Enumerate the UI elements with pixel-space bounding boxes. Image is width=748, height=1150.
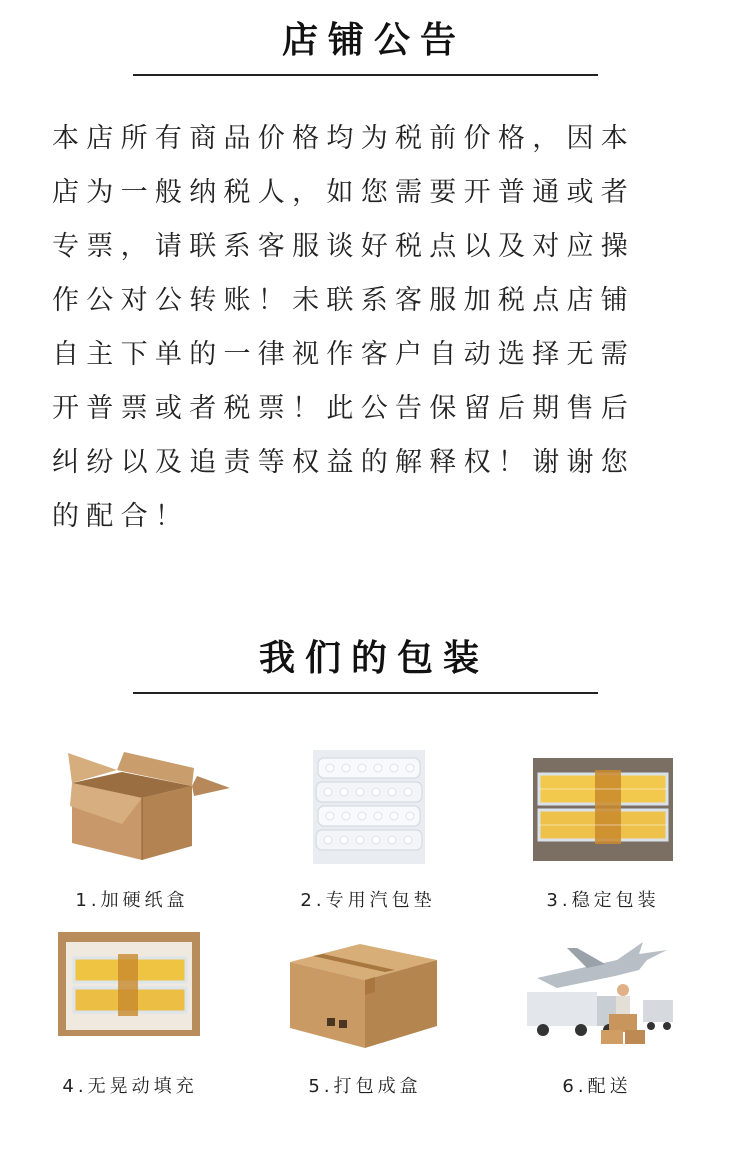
cardboard-box-icon — [32, 748, 232, 868]
sealed-box-icon — [265, 930, 465, 1050]
package-item-cardboard-box — [32, 748, 232, 918]
package-item-filled-box — [30, 930, 230, 1100]
notice-line: 自主下单的一律视作客户自动选择无需 — [52, 339, 636, 370]
notice-body — [52, 112, 682, 544]
filled-box-icon — [30, 930, 230, 1050]
package-caption: 5.打包成盒 — [308, 1076, 422, 1097]
packaging-divider — [133, 692, 598, 694]
notice-line: 的配合！ — [52, 501, 190, 532]
notice-divider — [133, 74, 598, 76]
notice-title: 店铺公告 — [281, 20, 466, 61]
package-caption: 2.专用汽包垫 — [300, 890, 436, 911]
package-caption: 1.加硬纸盒 — [75, 890, 189, 911]
package-item-sealed-box — [265, 930, 465, 1100]
notice-line: 专票，请联系客服谈好税点以及对应操 — [52, 231, 636, 262]
package-item-taped-package — [503, 748, 703, 918]
package-caption: 4.无晃动填充 — [62, 1076, 198, 1097]
notice-line: 作公对公转账！未联系客服加税点店铺 — [52, 285, 636, 316]
package-caption: 3.稳定包装 — [546, 890, 660, 911]
notice-line: 店为一般纳税人，如您需要开普通或者 — [52, 177, 636, 208]
delivery-icon — [497, 930, 697, 1050]
bubble-wrap-icon — [268, 748, 468, 868]
package-caption: 6.配送 — [562, 1076, 632, 1097]
package-item-delivery — [497, 930, 697, 1100]
notice-line: 本店所有商品价格均为税前价格，因本 — [52, 123, 636, 154]
notice-line: 纠纷以及追责等权益的解释权！谢谢您 — [52, 447, 636, 478]
notice-line: 开普票或者税票！此公告保留后期售后 — [52, 393, 636, 424]
taped-package-icon — [503, 748, 703, 868]
packaging-title: 我们的包装 — [258, 638, 489, 679]
package-item-bubble-wrap — [268, 748, 468, 918]
